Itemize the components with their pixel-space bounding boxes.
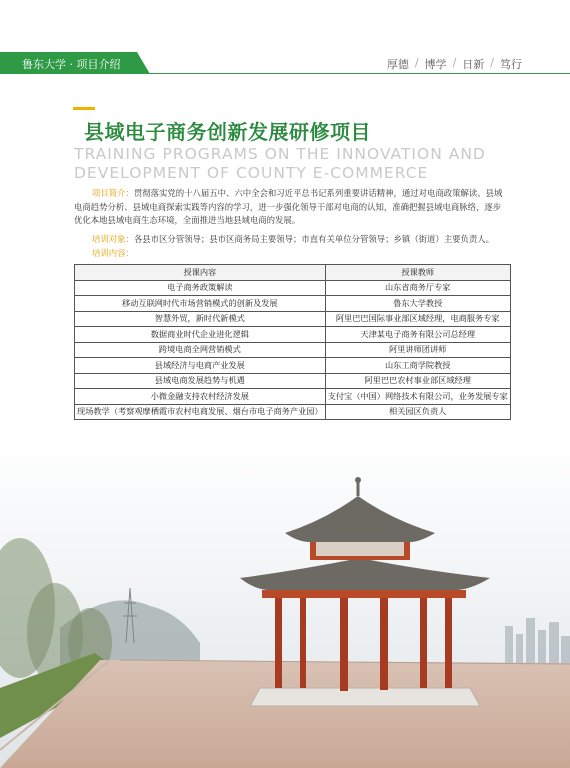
intro-text: 贯彻落实党的十八届五中、六中全会和习近平总书记系列重要讲话精神，通过对电商政策解读、县域电商趋势分析、县域电商探索实践等内容的学习，进一步强化领导干部对电商的认知，准确把握县域电商脉络，逐步优化本地县域电商生态环境，全面推进当地县域电商的发展。: [74, 188, 503, 226]
english-subtitle: TRAINING PROGRAMS ON THE INNOVATION AND DEVELOPMENT OF COUNTY E-COMMERCE: [74, 145, 486, 182]
pavilion-illustration: [0, 438, 570, 768]
teacher-cell: 阿里讲师团讲师: [325, 342, 510, 358]
page-header: [0, 52, 570, 76]
topic-cell: 县域电商发展趋势与机遇: [75, 373, 326, 389]
column-header-topic: 授课内容: [75, 265, 326, 281]
audience-paragraph: [92, 233, 522, 247]
teacher-cell: 山东省商务厅专家: [325, 280, 510, 296]
motto: [387, 56, 522, 72]
table-row: [75, 327, 511, 343]
teacher-cell: 山东工商学院教授: [325, 358, 510, 374]
topic-cell: 电子商务政策解读: [75, 280, 326, 296]
motto-word: 日新: [462, 58, 485, 71]
table-row: [75, 404, 511, 420]
topic-cell: 跨境电商全网营销模式: [75, 342, 326, 358]
section-label: 鲁东大学 · 项目介绍: [22, 58, 121, 71]
teacher-cell: 相关园区负责人: [325, 404, 510, 420]
table-row: [75, 296, 511, 312]
intro-paragraph: [74, 187, 504, 228]
topic-cell: 数据商业时代企业进化逻辑: [75, 327, 326, 343]
column-header-teacher: 授课教师: [325, 265, 510, 281]
topic-cell: 小微金融支持农村经济发展: [75, 389, 326, 405]
table-row: [75, 373, 511, 389]
table-row: [75, 342, 511, 358]
table-row: [75, 389, 511, 405]
motto-word: 博学: [424, 58, 447, 71]
table-row: [75, 280, 511, 296]
pavilion-photo: [0, 438, 570, 768]
header-rule: [146, 73, 570, 74]
audience-text: 各县市区分管领导；县市区商务局主要领导；市直有关单位分管领导；乡镇（街道）主要负责人。: [133, 234, 494, 244]
table-row: [75, 311, 511, 327]
intro-label: 项目简介：: [92, 188, 134, 198]
topic-cell: 智慧外贸，新时代新模式: [75, 311, 326, 327]
motto-separator: /: [414, 56, 419, 69]
content-label: 培训内容：: [92, 248, 134, 258]
motto-word: 厚德: [386, 58, 409, 71]
title-accent-bar: [73, 107, 95, 110]
teacher-cell: 鲁东大学教授: [325, 296, 510, 312]
teacher-cell: 支付宝（中国）网络技术有限公司，业务发展专家: [325, 389, 510, 405]
table-header-row: [75, 265, 511, 281]
audience-label: 培训对象：: [92, 234, 134, 244]
teacher-cell: 阿里巴巴农村事业部区域经理: [325, 373, 510, 389]
teacher-cell: 阿里巴巴国际事业部区域经理，电商服务专家: [325, 311, 510, 327]
motto-separator: /: [452, 56, 457, 69]
table-row: [75, 358, 511, 374]
topic-cell: 现场教学（考察观摩栖霞市农村电商发展、烟台市电子商务产业园）: [75, 404, 326, 420]
page-title: 县域电子商务创新发展研修项目: [84, 120, 371, 144]
motto-separator: /: [490, 56, 494, 69]
topic-cell: 县域经济与电商产业发展: [75, 358, 326, 374]
motto-word: 笃行: [500, 58, 522, 71]
content-paragraph: [92, 247, 522, 261]
topic-cell: 移动互联网时代市场营销模式的创新及发展: [75, 296, 326, 312]
teacher-cell: 天津某电子商务有限公司总经理: [325, 327, 510, 343]
course-table: [74, 264, 511, 420]
